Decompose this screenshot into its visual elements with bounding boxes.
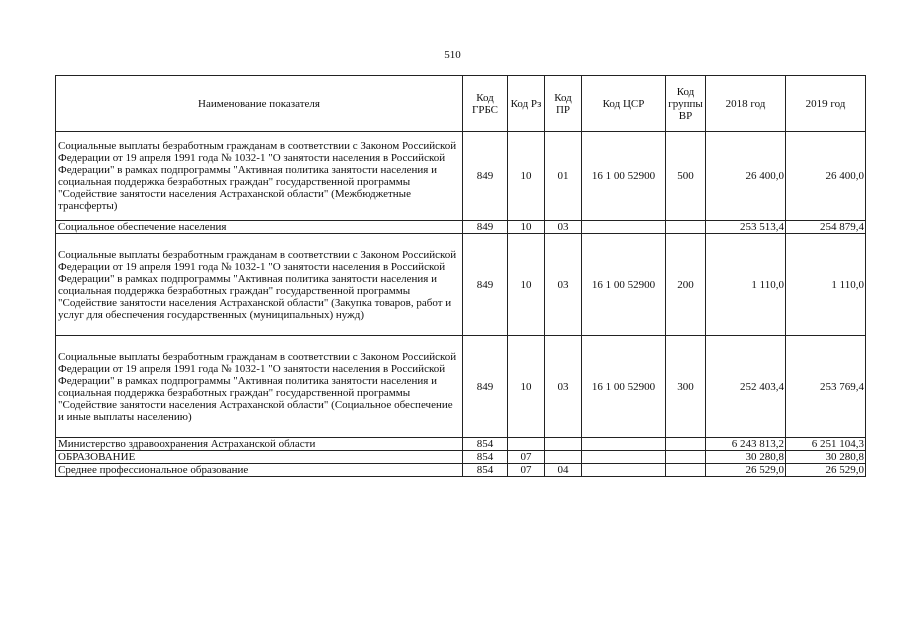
cell-grbs: 854 (463, 438, 508, 451)
page-number: 510 (444, 49, 461, 61)
cell-name: Социальные выплаты безработным гражданам в соответствии с Законом Российской Федерации от 19 апреля 1991 года № 1032-1 "О занятости населения в Российской Федерации" в рамках подпрограммы "Активная политика занятости населения и социальная поддержка безработных граждан" государственной программы "Содействие занятости населения Астраханской области" (Закупка товаров, работ и услуг для обеспечения государственных (муниципальных) нужд) (56, 234, 463, 336)
cell-2018: 26 529,0 (706, 464, 786, 477)
cell-csr (582, 451, 666, 464)
cell-vr (666, 438, 706, 451)
cell-2019: 6 251 104,3 (786, 438, 866, 451)
cell-vr (666, 221, 706, 234)
cell-rz: 10 (508, 221, 545, 234)
cell-pr: 03 (545, 336, 582, 438)
table-row (56, 221, 866, 234)
table-row (56, 438, 866, 451)
cell-name: Социальное обеспечение населения (56, 221, 463, 234)
cell-2019: 30 280,8 (786, 451, 866, 464)
table-row (56, 336, 866, 438)
cell-vr: 300 (666, 336, 706, 438)
cell-vr (666, 464, 706, 477)
cell-name: Среднее профессиональное образование (56, 464, 463, 477)
cell-pr: 03 (545, 234, 582, 336)
cell-rz (508, 438, 545, 451)
cell-name: Социальные выплаты безработным гражданам в соответствии с Законом Российской Федерации от 19 апреля 1991 года № 1032-1 "О занятости населения в Российской Федерации" в рамках подпрограммы "Активная политика занятости населения и социальная поддержка безработных граждан" государственной программы "Содействие занятости населения Астраханской области" (Межбюджетные трансферты) (56, 132, 463, 221)
cell-csr: 16 1 00 52900 (582, 336, 666, 438)
cell-rz: 10 (508, 234, 545, 336)
cell-2019: 26 400,0 (786, 132, 866, 221)
cell-2018: 26 400,0 (706, 132, 786, 221)
cell-grbs: 849 (463, 221, 508, 234)
cell-vr (666, 451, 706, 464)
cell-csr (582, 438, 666, 451)
cell-rz: 07 (508, 451, 545, 464)
cell-grbs: 849 (463, 234, 508, 336)
header-csr: Код ЦСР (582, 76, 666, 132)
table-row (56, 234, 866, 336)
cell-csr (582, 221, 666, 234)
cell-pr: 01 (545, 132, 582, 221)
header-2019: 2019 год (786, 76, 866, 132)
table-row (56, 451, 866, 464)
cell-2018: 30 280,8 (706, 451, 786, 464)
cell-csr: 16 1 00 52900 (582, 132, 666, 221)
cell-2018: 1 110,0 (706, 234, 786, 336)
cell-2018: 252 403,4 (706, 336, 786, 438)
cell-vr: 500 (666, 132, 706, 221)
budget-table (55, 75, 866, 477)
cell-grbs: 849 (463, 132, 508, 221)
cell-pr (545, 438, 582, 451)
header-grbs: Код ГРБС (463, 76, 508, 132)
cell-2018: 6 243 813,2 (706, 438, 786, 451)
cell-rz: 10 (508, 132, 545, 221)
cell-name: Социальные выплаты безработным гражданам в соответствии с Законом Российской Федерации от 19 апреля 1991 года № 1032-1 "О занятости населения в Российской Федерации" в рамках подпрограммы "Активная политика занятости населения и социальная поддержка безработных граждан" государственной программы "Содействие занятости населения Астраханской области" (Социальное обеспечение и иные выплаты населению) (56, 336, 463, 438)
cell-pr (545, 451, 582, 464)
cell-2019: 254 879,4 (786, 221, 866, 234)
header-vr: Код группы ВР (666, 76, 706, 132)
cell-pr: 03 (545, 221, 582, 234)
cell-rz: 07 (508, 464, 545, 477)
table-row (56, 464, 866, 477)
header-2018: 2018 год (706, 76, 786, 132)
cell-grbs: 854 (463, 464, 508, 477)
header-pr: Код ПР (545, 76, 582, 132)
cell-pr: 04 (545, 464, 582, 477)
table-header-row (56, 76, 866, 132)
cell-2019: 26 529,0 (786, 464, 866, 477)
cell-grbs: 854 (463, 451, 508, 464)
cell-csr (582, 464, 666, 477)
cell-csr: 16 1 00 52900 (582, 234, 666, 336)
cell-grbs: 849 (463, 336, 508, 438)
header-name: Наименование показателя (56, 76, 463, 132)
cell-name: ОБРАЗОВАНИЕ (56, 451, 463, 464)
table-row (56, 132, 866, 221)
cell-vr: 200 (666, 234, 706, 336)
cell-2019: 1 110,0 (786, 234, 866, 336)
cell-2019: 253 769,4 (786, 336, 866, 438)
cell-2018: 253 513,4 (706, 221, 786, 234)
header-rz: Код Рз (508, 76, 545, 132)
cell-name: Министерство здравоохранения Астраханской области (56, 438, 463, 451)
cell-rz: 10 (508, 336, 545, 438)
